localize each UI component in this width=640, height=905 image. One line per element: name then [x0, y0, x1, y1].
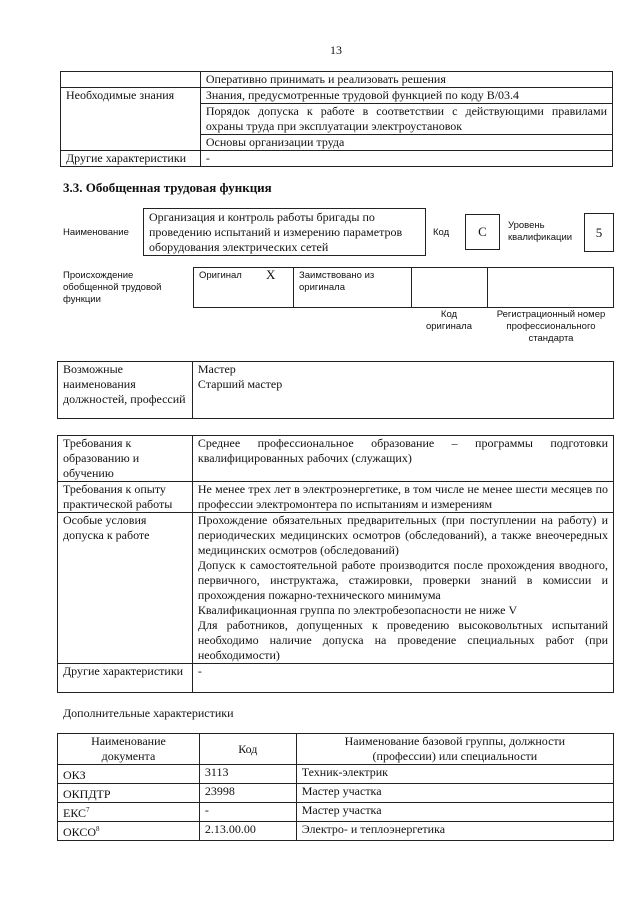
level-value: 5 — [595, 224, 603, 240]
additional-title: Дополнительные характеристики — [63, 706, 234, 720]
table-row — [61, 88, 613, 104]
row-label: Необходимые знания — [61, 88, 201, 104]
table-row — [58, 436, 614, 482]
table-header-row — [58, 734, 614, 765]
code-value: C — [478, 224, 487, 239]
code-cell: 2.13.00.00 — [199, 822, 296, 841]
row-value: Порядок допуска к работе в соответствии с действующими правилами охраны труда при эксплуатации электроустановок — [200, 104, 612, 135]
positions-values — [192, 362, 613, 419]
table-row — [58, 664, 614, 693]
header-code: Код — [199, 734, 296, 765]
level-label: Уровень квалификации — [508, 220, 573, 243]
requirement-value — [192, 513, 613, 664]
doc-cell — [58, 822, 200, 841]
table-row — [58, 822, 614, 841]
requirements-table — [57, 435, 614, 693]
row-label — [61, 135, 201, 151]
doc-name: ОКПДТР — [63, 787, 111, 801]
position-item: Мастер — [197, 362, 236, 376]
original-cell — [193, 267, 294, 308]
page-number: 13 — [330, 43, 342, 57]
header-doc: Наименование документа — [58, 734, 200, 765]
knowledge-table — [60, 71, 613, 167]
code-value-box — [465, 214, 500, 250]
table-row — [58, 482, 614, 513]
reg-number-cell — [487, 267, 614, 308]
row-value: Оперативно принимать и реализовать решения — [200, 72, 612, 88]
name-cell: Мастер участка — [296, 803, 613, 822]
origin-code-caption: Код оригинала — [425, 309, 472, 332]
requirement-line: Прохождение обязательных предварительных (при поступлении на работу) и периодических медицинских осмотров (обследований), а также внеочередных медицинских осмотров (обследований) — [197, 513, 608, 557]
table-row — [58, 784, 614, 803]
name-cell: Техник-электрик — [296, 765, 613, 784]
origin-label: Происхождение обобщенной трудовой функции — [63, 270, 162, 305]
table-row — [58, 803, 614, 822]
doc-footnote: 8 — [96, 825, 100, 833]
requirement-value: - — [192, 664, 613, 693]
table-row — [61, 135, 613, 151]
original-mark: X — [266, 267, 276, 282]
origin-code-cell — [411, 267, 488, 308]
table-row — [61, 72, 613, 88]
requirement-line: Допуск к самостоятельной работе производится после прохождения вводного, первичного, инструктажа, стажировки, проверки знаний в комиссии и прохождения пожарно-технического минимума — [197, 558, 608, 602]
function-name: Организация и контроль работы бригады по проведению испытаний и измерению параметров оборудования электрических сетей — [149, 210, 403, 254]
doc-cell — [58, 784, 200, 803]
name-cell: Электро- и теплоэнергетика — [296, 822, 613, 841]
doc-footnote: 7 — [86, 806, 90, 814]
name-label: Наименование — [63, 227, 129, 238]
original-label: Оригинал — [199, 270, 242, 281]
code-cell: - — [199, 803, 296, 822]
doc-name: ОКЗ — [63, 768, 86, 782]
requirement-label: Требования к опыту практической работы — [58, 482, 193, 513]
row-label — [61, 72, 201, 88]
name-cell: Мастер участка — [296, 784, 613, 803]
code-cell: 23998 — [199, 784, 296, 803]
table-row — [61, 151, 613, 167]
code-label: Код — [433, 227, 450, 238]
requirement-line: Для работников, допущенных к проведению высоковольтных испытаний необходимо наличие допуска на проведение специальных работ (при необходимости) — [197, 618, 608, 662]
table-row — [58, 362, 614, 419]
row-value: Основы организации труда — [200, 135, 612, 151]
borrowed-cell — [293, 267, 412, 308]
additional-table — [57, 733, 614, 841]
function-name-box — [143, 208, 426, 256]
row-label: Другие характеристики — [61, 151, 201, 167]
doc-cell — [58, 765, 200, 784]
table-row — [58, 765, 614, 784]
requirement-label: Другие характеристики — [58, 664, 193, 693]
doc-name: ЕКС — [63, 806, 87, 820]
table-row — [58, 513, 614, 664]
positions-table — [57, 361, 614, 419]
requirement-value: Среднее профессиональное образование – программы подготовки квалифицированных рабочих (служащих) — [192, 436, 613, 482]
requirement-label: Требования к образованию и обучению — [58, 436, 193, 482]
level-value-box — [584, 213, 614, 252]
borrowed-label: Заимствовано из оригинала — [299, 270, 375, 293]
reg-number-caption: Регистрационный номер профессионального стандарта — [496, 309, 606, 344]
code-cell: 3113 — [199, 765, 296, 784]
table-row — [61, 104, 613, 135]
position-item: Старший мастер — [197, 377, 283, 391]
requirement-line: Квалификационная группа по электробезопасности не ниже V — [197, 603, 518, 617]
doc-name: ОКСО — [63, 825, 97, 839]
row-label — [61, 104, 201, 135]
doc-cell — [58, 803, 200, 822]
row-value: Знания, предусмотренные трудовой функцией по коду В/03.4 — [200, 88, 612, 104]
header-name: Наименование базовой группы, должности (профессии) или специальности — [296, 734, 613, 765]
requirement-value: Не менее трех лет в электроэнергетике, в том числе не менее шести месяцев по профессии электромонтера по испытаниям и измерениям — [192, 482, 613, 513]
requirement-label: Особые условия допуска к работе — [58, 513, 193, 664]
section-heading: 3.3. Обобщенная трудовая функция — [63, 180, 272, 195]
row-value: - — [200, 151, 612, 167]
positions-label: Возможные наименования должностей, профессий — [58, 362, 193, 419]
